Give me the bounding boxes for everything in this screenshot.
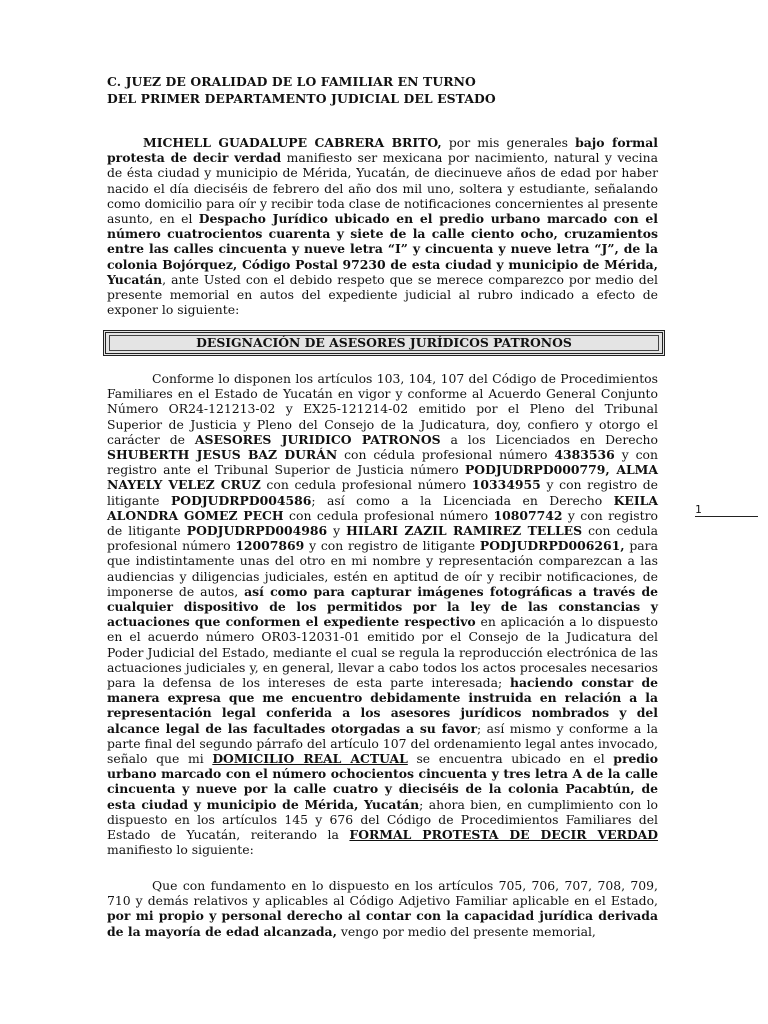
paragraph-introduction <box>107 135 658 317</box>
registry-number: PODJUDRPD004986 <box>186 523 328 539</box>
bold-span: bajo formal protesta de decir verdad <box>107 135 658 166</box>
text-span: con cedula profesional número <box>107 523 658 554</box>
text-span: y con registro de litigante <box>304 538 480 554</box>
license-number: 10807742 <box>493 507 563 523</box>
text-span: ; así como a la Licenciada en Derecho <box>311 492 614 508</box>
bold-span: por mi propio y personal derecho al contar con la capacidad jurídica derivada de la mayoría de edad alcanzada, <box>107 908 658 939</box>
text-span: y con registro de litigante <box>107 477 658 508</box>
page-number: 1 <box>695 503 702 516</box>
paragraph-designation <box>107 371 658 858</box>
page-number-rule <box>695 516 758 517</box>
formal-protest-label: FORMAL PROTESTA DE DECIR VERDAD <box>349 827 658 843</box>
addressee-line-1: C. JUEZ DE ORALIDAD DE LO FAMILIAR EN TURNO <box>107 74 476 89</box>
text-span: manifiesto lo siguiente: <box>107 842 254 858</box>
office-address: Despacho Jurídico ubicado en el predio urbano marcado con el número cuatrocientos cuarenta y siete de la calle ciento ocho, cruzamientos entre las calles cincuenta y nueve letra “I” y cincuenta y nueve letra “J”, de la colonia Bojórquez, Código Postal 97230 de esta ciudad y municipio de Mérida, Yucatán <box>107 211 659 287</box>
section-heading: DESIGNACIÓN DE ASESORES JURÍDICOS PATRONOS <box>109 335 659 351</box>
text-span: se encuentra ubicado en el <box>407 751 614 767</box>
text-span: y con registro de litigante <box>107 507 658 539</box>
section-heading-box <box>103 330 665 356</box>
text-span: ; así mismo y conforme a la parte final del segundo párrafo del artículo 107 del ordenamiento legal antes invocado, señalo que mi <box>107 720 659 767</box>
text-span: Que con fundamento en lo dispuesto en los artículos 705, 706, 707, 708, 709, 710 y demás relativos y aplicables al Código Adjetivo Familiar aplicable en el Estado, <box>107 878 658 909</box>
text-span: en aplicación a lo dispuesto en el acuerdo número OR03-12031-01 emitido por el Consejo de la Judicatura del Poder Judicial del Estado, mediante el cual se regula la reproducción electrónica de las actuaciones judiciales <box>107 614 658 675</box>
license-number: 10334955 <box>471 477 541 493</box>
addressee-line-2: DEL PRIMER DEPARTAMENTO JUDICIAL DEL ESTADO <box>107 91 496 106</box>
lawyer-name: PODJUDRPD000779, ALMA NAYELY VELEZ CRUZ <box>107 462 658 493</box>
addressee-block <box>107 73 496 107</box>
real-address-label: DOMICILIO REAL ACTUAL <box>212 751 408 767</box>
license-number: 4383536 <box>554 447 615 463</box>
text-span: y, en general, llevar a cabo todos los actos procesales necesarios para la defensa de los intereses de esta parte interesada; <box>107 659 658 691</box>
text-span: , ante Usted con el debido respeto que se merece comparezco por medio del presente memorial en autos del expediente judicial al rubro indicado a efecto de exponer lo siguiente: <box>107 271 658 318</box>
text-span: vengo por medio del presente memorial, <box>336 923 596 939</box>
text-span: con cedula profesional número <box>260 477 472 493</box>
registry-number: PODJUDRPD006261, <box>479 538 625 554</box>
bold-span: haciendo constar de manera expresa que me encuentro debidamente instruida en relación a la representación legal conferida a los asesores jurídicos nombrados y del alcance legal de las facultades otorgadas a su favor <box>107 675 658 736</box>
lawyer-name: KEILA ALONDRA GOMEZ PECH <box>107 492 658 523</box>
text-span: manifiesto ser mexicana por nacimiento, natural y vecina de ésta ciudad y municipio de Mérida, Yucatán, de diecinueve años de edad por haber nacido el día dieciséis de febrero del año dos mil uno, soltera y estudiante, señalando como domicilio para oír y recibir toda clase de notificaciones concernientes al presente asunto, en el <box>107 150 658 227</box>
lawyer-name: HILARI ZAZIL RAMIREZ TELLES <box>346 523 583 539</box>
text-span: Conforme lo disponen los artículos 103, 104, 107 del Código de Procedimientos Familiares en el Estado de Yucatán en vigor y conforme al Acuerdo General Conjunto Número OR24-121213-02 y EX25-121214-02 emitido por el Pleno del Tribunal Superior de Justicia y Pleno del Consejo de la Judicatura, doy, confiero y otorgo el carácter de <box>107 371 658 447</box>
registry-number: PODJUDRPD004586 <box>170 492 312 508</box>
lawyer-name: SHUBERTH JESUS BAZ DURÁN <box>107 447 338 463</box>
text-span: ; ahora bien, en cumplimiento con lo dispuesto en los artículos 145 y 676 del Código de Procedimientos Familiares del Estado de Yucatán, reiterando la <box>107 796 658 843</box>
text-span: para que indistintamente unas del otro en mi nombre y representación comparezcan a las audiencias y diligencias judiciales, estén en aptitud de oír y recibir notificaciones, de imponerse de autos, <box>107 538 658 599</box>
text-span: a los Licenciados en Derecho <box>440 431 658 447</box>
text-span: y <box>327 523 347 539</box>
bold-span: ASESORES JURIDICO PATRONOS <box>194 431 441 447</box>
text-span: con cédula profesional número <box>337 447 555 463</box>
bold-span: así como para capturar imágenes fotográficas a través de cualquier dispositivo de los permitidos por la ley de las constancias y actuaciones que conformen el expediente respectivo <box>107 583 658 630</box>
license-number: 12007869 <box>235 538 305 554</box>
real-address: predio urbano marcado con el número ochocientos cincuenta y tres letra A de la calle cincuenta y nueve por la calle cuatro y dieciséis de la colonia Pacabtún, de esta ciudad y municipio de Mérida, Yucatán <box>107 751 658 812</box>
text-span: y con registro ante el Tribunal Superior de Justicia número <box>107 447 658 478</box>
petitioner-name: MICHELL GUADALUPE CABRERA BRITO, <box>143 135 442 150</box>
text-span: con cedula profesional número <box>283 507 494 523</box>
paragraph-legal-basis <box>107 878 658 939</box>
text-span: por mis generales <box>441 135 576 150</box>
